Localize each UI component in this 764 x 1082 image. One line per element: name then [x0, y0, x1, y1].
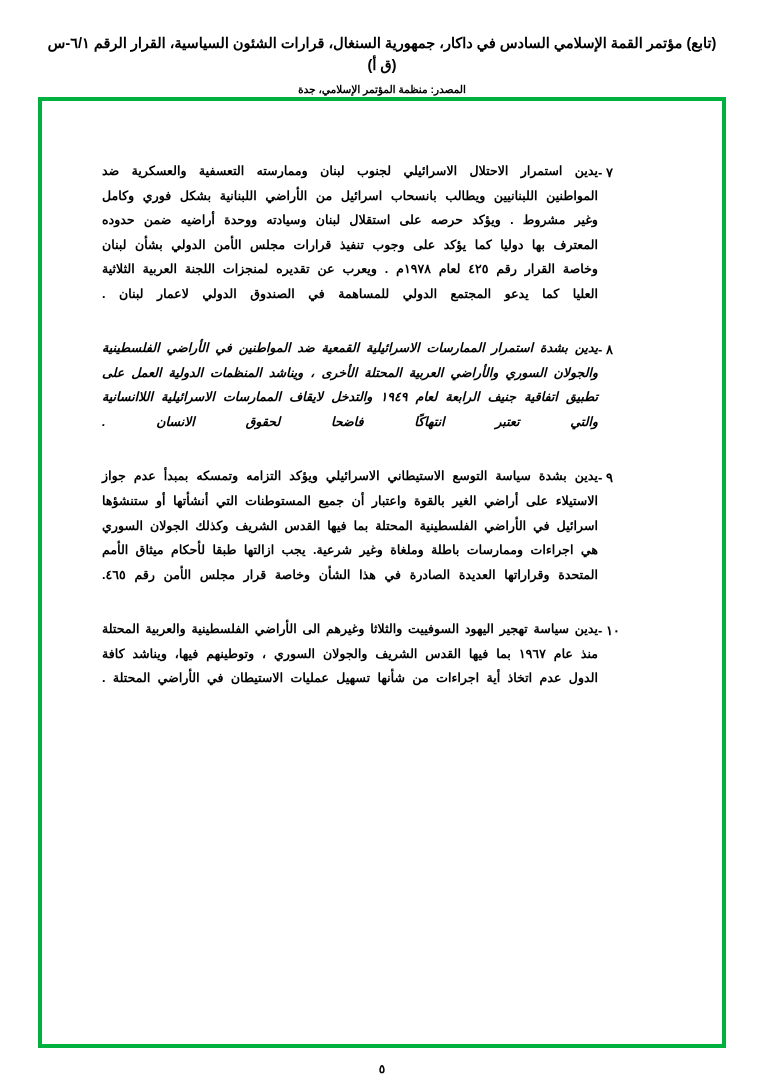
- clause-item: [102, 464, 644, 587]
- clause-number: ٧ -: [598, 165, 613, 180]
- clause-item: [102, 336, 644, 434]
- clause-item: [102, 617, 644, 691]
- page-title: (تابع) مؤتمر القمة الإسلامي السادس في داكار، جمهورية السنغال، قرارات الشئون السياسية، القرار الرقم ٦/١-س (ق أ): [47, 36, 717, 74]
- page-header: [0, 0, 764, 96]
- clause-item: [102, 159, 644, 306]
- clause-text: يدين استمرار الاحتلال الاسرائيلي لجنوب لبنان وممارسته التعسفية والعسكرية ضد المواطنين اللبنانيين ويطالب بانسحاب اسرائيل من الأراضي اللبنانية بشكل فوري وكامل وغير مشروط . ويؤكد حرصه على استقلال لبنان وسيادته ووحدة أراضيه ضمن حدوده المعترف بها دوليا كما يؤكد على وجوب تنفيذ قرارات مجلس الأمن الدولي بشأن لبنان وخاصة القرار رقم ٤٢٥ لعام ١٩٧٨م . ويعرب عن تقديره لمنجزات اللجنة العربية الثلاثية العليا كما يدعو المجتمع الدولي للمساهمة في الصندوق الدولي لاعمار لبنان .: [102, 164, 599, 301]
- clause-number: ٨ -: [598, 342, 613, 358]
- green-border-frame: [38, 97, 726, 1048]
- clauses-container: [42, 101, 722, 1044]
- clause-number: ٩ -: [598, 470, 613, 486]
- source-line: المصدر: منظمة المؤتمر الإسلامي، جدة: [298, 83, 466, 96]
- clause-text: يدين بشدة استمرار الممارسات الاسرائيلية القمعية ضد المواطنين في الأراضي الفلسطينية والجولان السوري والأراضي العربية المحتلة الأخرى ، ويناشد المنظمات الدولية العمل على تطبيق اتفاقية جنيف الرابعة لعام ١٩٤٩ والتدخل لايقاف الممارسات الاسرائيلية اللاانسانية والتي تعتبر انتهاكًا فاضحا لحقوق الانسان .: [102, 341, 598, 429]
- clause-text: يدين بشدة سياسة التوسع الاستيطاني الاسرائيلي ويؤكد التزامه وتمسكه بمبدأ عدم جواز الاستيلاء على أراضي الغير بالقوة واعتبار أن جميع المستوطنات التي أنشأتها أو ستنشؤها اسرائيل في الأراضي الفلسطينية المحتلة بما فيها القدس الشريف وكذلك الجولان السوري هي اجراءات وممارسات باطلة وملغاة وغير شرعية. يجب ازالتها طبقا لأحكام ميثاق الأمم المتحدة وقراراتها العديدة الصادرة في هذا الشأن وخاصة قرار مجلس الأمن رقم ٤٦٥.: [102, 469, 598, 582]
- page-number: ٥: [378, 1062, 386, 1076]
- clause-number: ١٠ -: [598, 623, 620, 639]
- clause-text: يدين سياسة تهجير اليهود السوفييت والثلاثا وغيرهم الى الأراضي الفلسطينية والعربية المحتلة منذ عام ١٩٦٧ بما فيها القدس الشريف والجولان السوري ، وتوطينهم فيها، ويناشد كافة الدول عدم اتخاذ أية اجراءات من شأنها تسهيل عمليات الاستيطان في الأراضي المحتلة .: [102, 622, 598, 686]
